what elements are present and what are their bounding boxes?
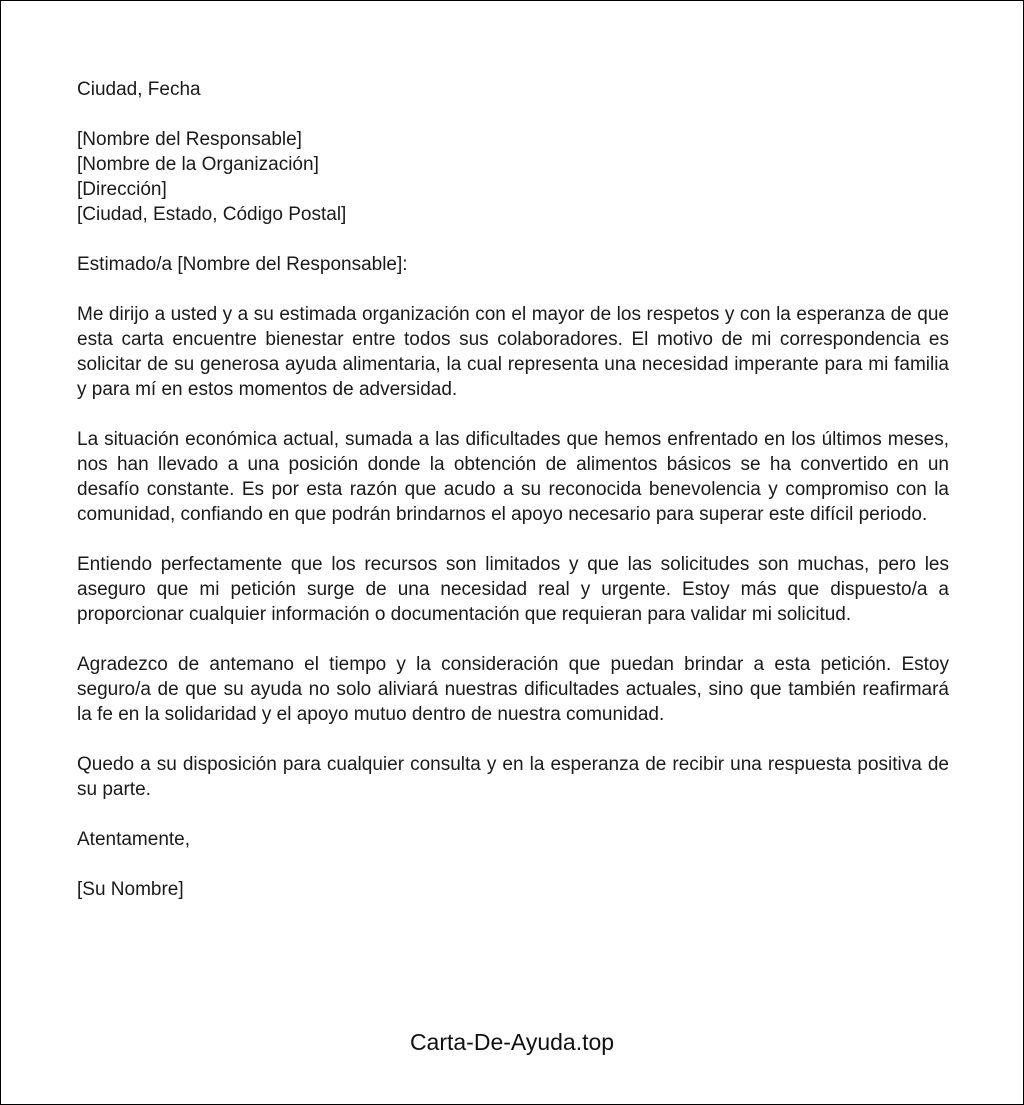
date-line: Ciudad, Fecha bbox=[77, 79, 201, 100]
paragraph-understanding: Entiendo perfectamente que los recursos son limitados y que las solicitudes son muchas, pero les aseguro que mi petición surge de una necesidad real y urgente. Estoy más que dispuesto/a a proporcionar cualquier información o documentación que requieran para validar mi solicitud. bbox=[77, 554, 949, 625]
closing: Atentamente, bbox=[77, 829, 191, 850]
signature: [Su Nombre] bbox=[77, 879, 184, 900]
recipient-city-state-zip: [Ciudad, Estado, Código Postal] bbox=[77, 204, 347, 225]
paragraph-gratitude: Agradezco de antemano el tiempo y la consideración que puedan brindar a esta petición. Estoy seguro/a de que su ayuda no solo aliviará nuestras dificultades actuales, sino que también reafirmará la fe en la solidaridad y el apoyo mutuo dentro de nuestra comunidad. bbox=[77, 654, 949, 725]
salutation: Estimado/a [Nombre del Responsable]: bbox=[77, 254, 408, 275]
recipient-organization: [Nombre de la Organización] bbox=[77, 154, 319, 175]
paragraph-availability: Quedo a su disposición para cualquier consulta y en la esperanza de recibir una respuesta positiva de su parte. bbox=[77, 754, 949, 800]
recipient-address bbox=[77, 127, 949, 227]
letter-body bbox=[77, 77, 949, 902]
site-watermark: Carta-De-Ayuda.top bbox=[409, 1029, 615, 1055]
recipient-name: [Nombre del Responsable] bbox=[77, 129, 302, 150]
recipient-street-address: [Dirección] bbox=[77, 179, 167, 200]
paragraph-situation: La situación económica actual, sumada a las dificultades que hemos enfrentado en los últimos meses, nos han llevado a una posición donde la obtención de alimentos básicos se ha convertido en un desafío constante. Es por esta razón que acudo a su reconocida benevolencia y compromiso con la comunidad, confiando en que podrán brindarnos el apoyo necesario para superar este difícil periodo. bbox=[77, 429, 949, 525]
paragraph-intro: Me dirijo a usted y a su estimada organización con el mayor de los respetos y con la esperanza de que esta carta encuentre bienestar entre todos sus colaboradores. El motivo de mi correspondencia es solicitar de su generosa ayuda alimentaria, la cual representa una necesidad imperante para mi familia y para mí en estos momentos de adversidad. bbox=[77, 304, 949, 400]
